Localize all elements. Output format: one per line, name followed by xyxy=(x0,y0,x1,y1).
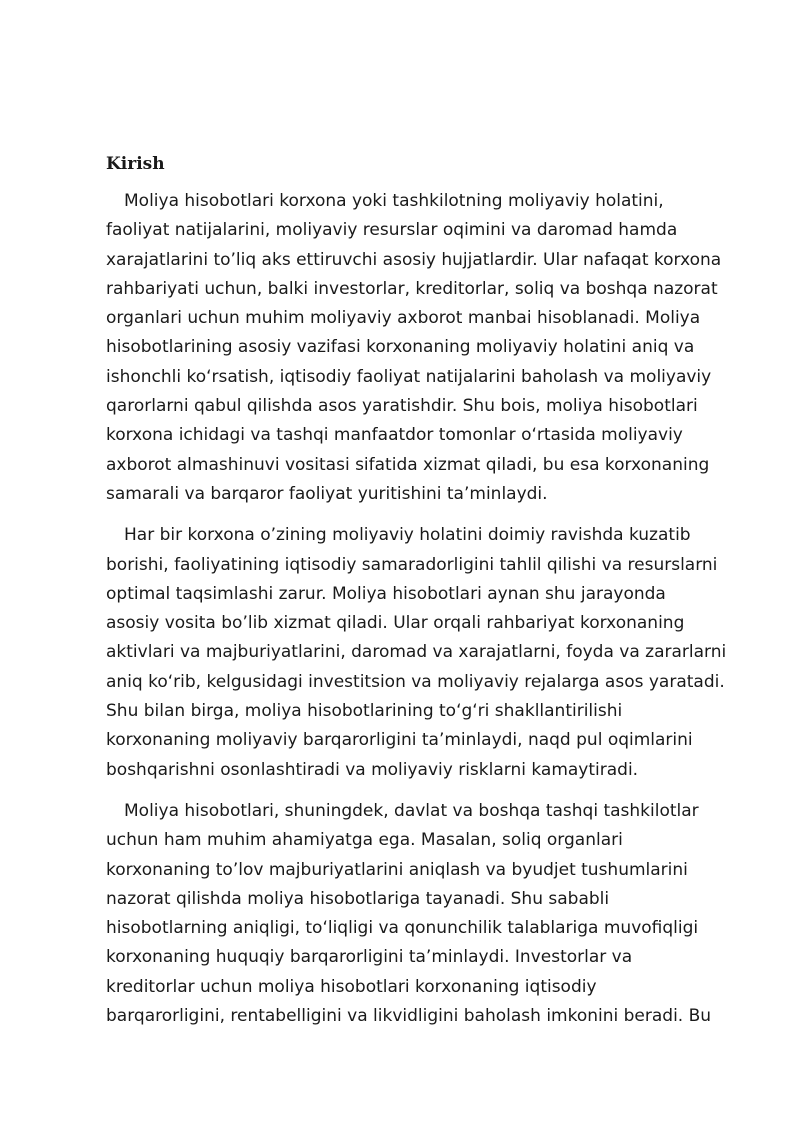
text-line: kreditorlar uchun moliya hisobotlari korxonaning iqtisodiy xyxy=(106,976,597,997)
text-line: qarorlarni qabul qilishda asos yaratishdir. Shu bois, moliya hisobotlari xyxy=(106,396,698,417)
text-line: Shu bilan birga, moliya hisobotlarining to‘g‘ri shakllantirilishi xyxy=(106,701,623,722)
text-line: asosiy vosita bo’lib xizmat qiladi. Ular orqali rahbariyat korxonaning xyxy=(106,613,685,634)
text-line: korxonaning huquqiy barqarorligini ta’minlaydi. Investorlar va xyxy=(106,947,633,968)
document-body xyxy=(106,187,742,1043)
text-line: hisobotlarining asosiy vazifasi korxonaning moliyaviy holatini aniq va xyxy=(106,337,695,358)
text-line: korxona ichidagi va tashqi manfaatdor tomonlar o‘rtasida moliyaviy xyxy=(106,425,683,446)
text-line: barqarorligini, rentabelligini va likvidligini baholash imkonini beradi. Bu xyxy=(106,1006,712,1027)
text-line: uchun ham muhim ahamiyatga ega. Masalan, soliq organlari xyxy=(106,830,623,851)
text-line: Moliya hisobotlari, shuningdek, davlat va boshqa tashqi tashkilotlar xyxy=(124,800,699,821)
text-line: hisobotlarning aniqligi, to‘liqligi va qonunchilik talablariga muvofiqligi xyxy=(106,918,699,939)
text-line: nazorat qilishda moliya hisobotlariga tayanadi. Shu sababli xyxy=(106,888,610,909)
text-line: rahbariyati uchun, balki investorlar, kreditorlar, soliq va boshqa nazorat xyxy=(106,278,718,299)
text-line: korxonaning to’lov majburiyatlarini aniqlash va byudjet tushumlarini xyxy=(106,859,688,880)
text-line: korxonaning moliyaviy barqarorligini ta’minlaydi, naqd pul oqimlarini xyxy=(106,730,693,751)
text-line: organlari uchun muhim moliyaviy axborot manbai hisoblanadi. Moliya xyxy=(106,308,701,329)
paragraph-3 xyxy=(106,797,742,1031)
paragraph-2 xyxy=(106,521,742,785)
text-line: optimal taqsimlashi zarur. Moliya hisobotlari aynan shu jarayonda xyxy=(106,583,666,604)
text-line: Moliya hisobotlari korxona yoki tashkilotning moliyaviy holatini, xyxy=(124,191,664,211)
text-line: borishi, faoliyatining iqtisodiy samaradorligini tahlil qilishi va resurslarni xyxy=(106,554,718,575)
text-line: boshqarishni osonlashtiradi va moliyaviy risklarni kamaytiradi. xyxy=(106,759,639,780)
text-line: aniq ko‘rib, kelgusidagi investitsion va moliyaviy rejalarga asos yaratadi. xyxy=(106,671,725,692)
text-line: faoliyat natijalarini, moliyaviy resurslar oqimini va daromad hamda xyxy=(106,220,678,241)
paragraph-1 xyxy=(106,187,742,509)
text-line: Har bir korxona o’zining moliyaviy holatini doimiy ravishda kuzatib xyxy=(124,525,691,546)
text-line: axborot almashinuvi vositasi sifatida xizmat qiladi, bu esa korxonaning xyxy=(106,454,710,475)
text-line: ishonchli ko‘rsatish, iqtisodiy faoliyat natijalarini baholash va moliyaviy xyxy=(106,366,712,387)
text-line: samarali va barqaror faoliyat yuritishini ta’minlaydi. xyxy=(106,483,548,504)
text-line: xarajatlarini to’liq aks ettiruvchi asosiy hujjatlardir. Ular nafaqat korxona xyxy=(106,249,722,270)
text-line: aktivlari va majburiyatlarini, daromad va xarajatlarni, foyda va zararlarni xyxy=(106,642,727,663)
section-heading: Kirish xyxy=(106,154,165,174)
